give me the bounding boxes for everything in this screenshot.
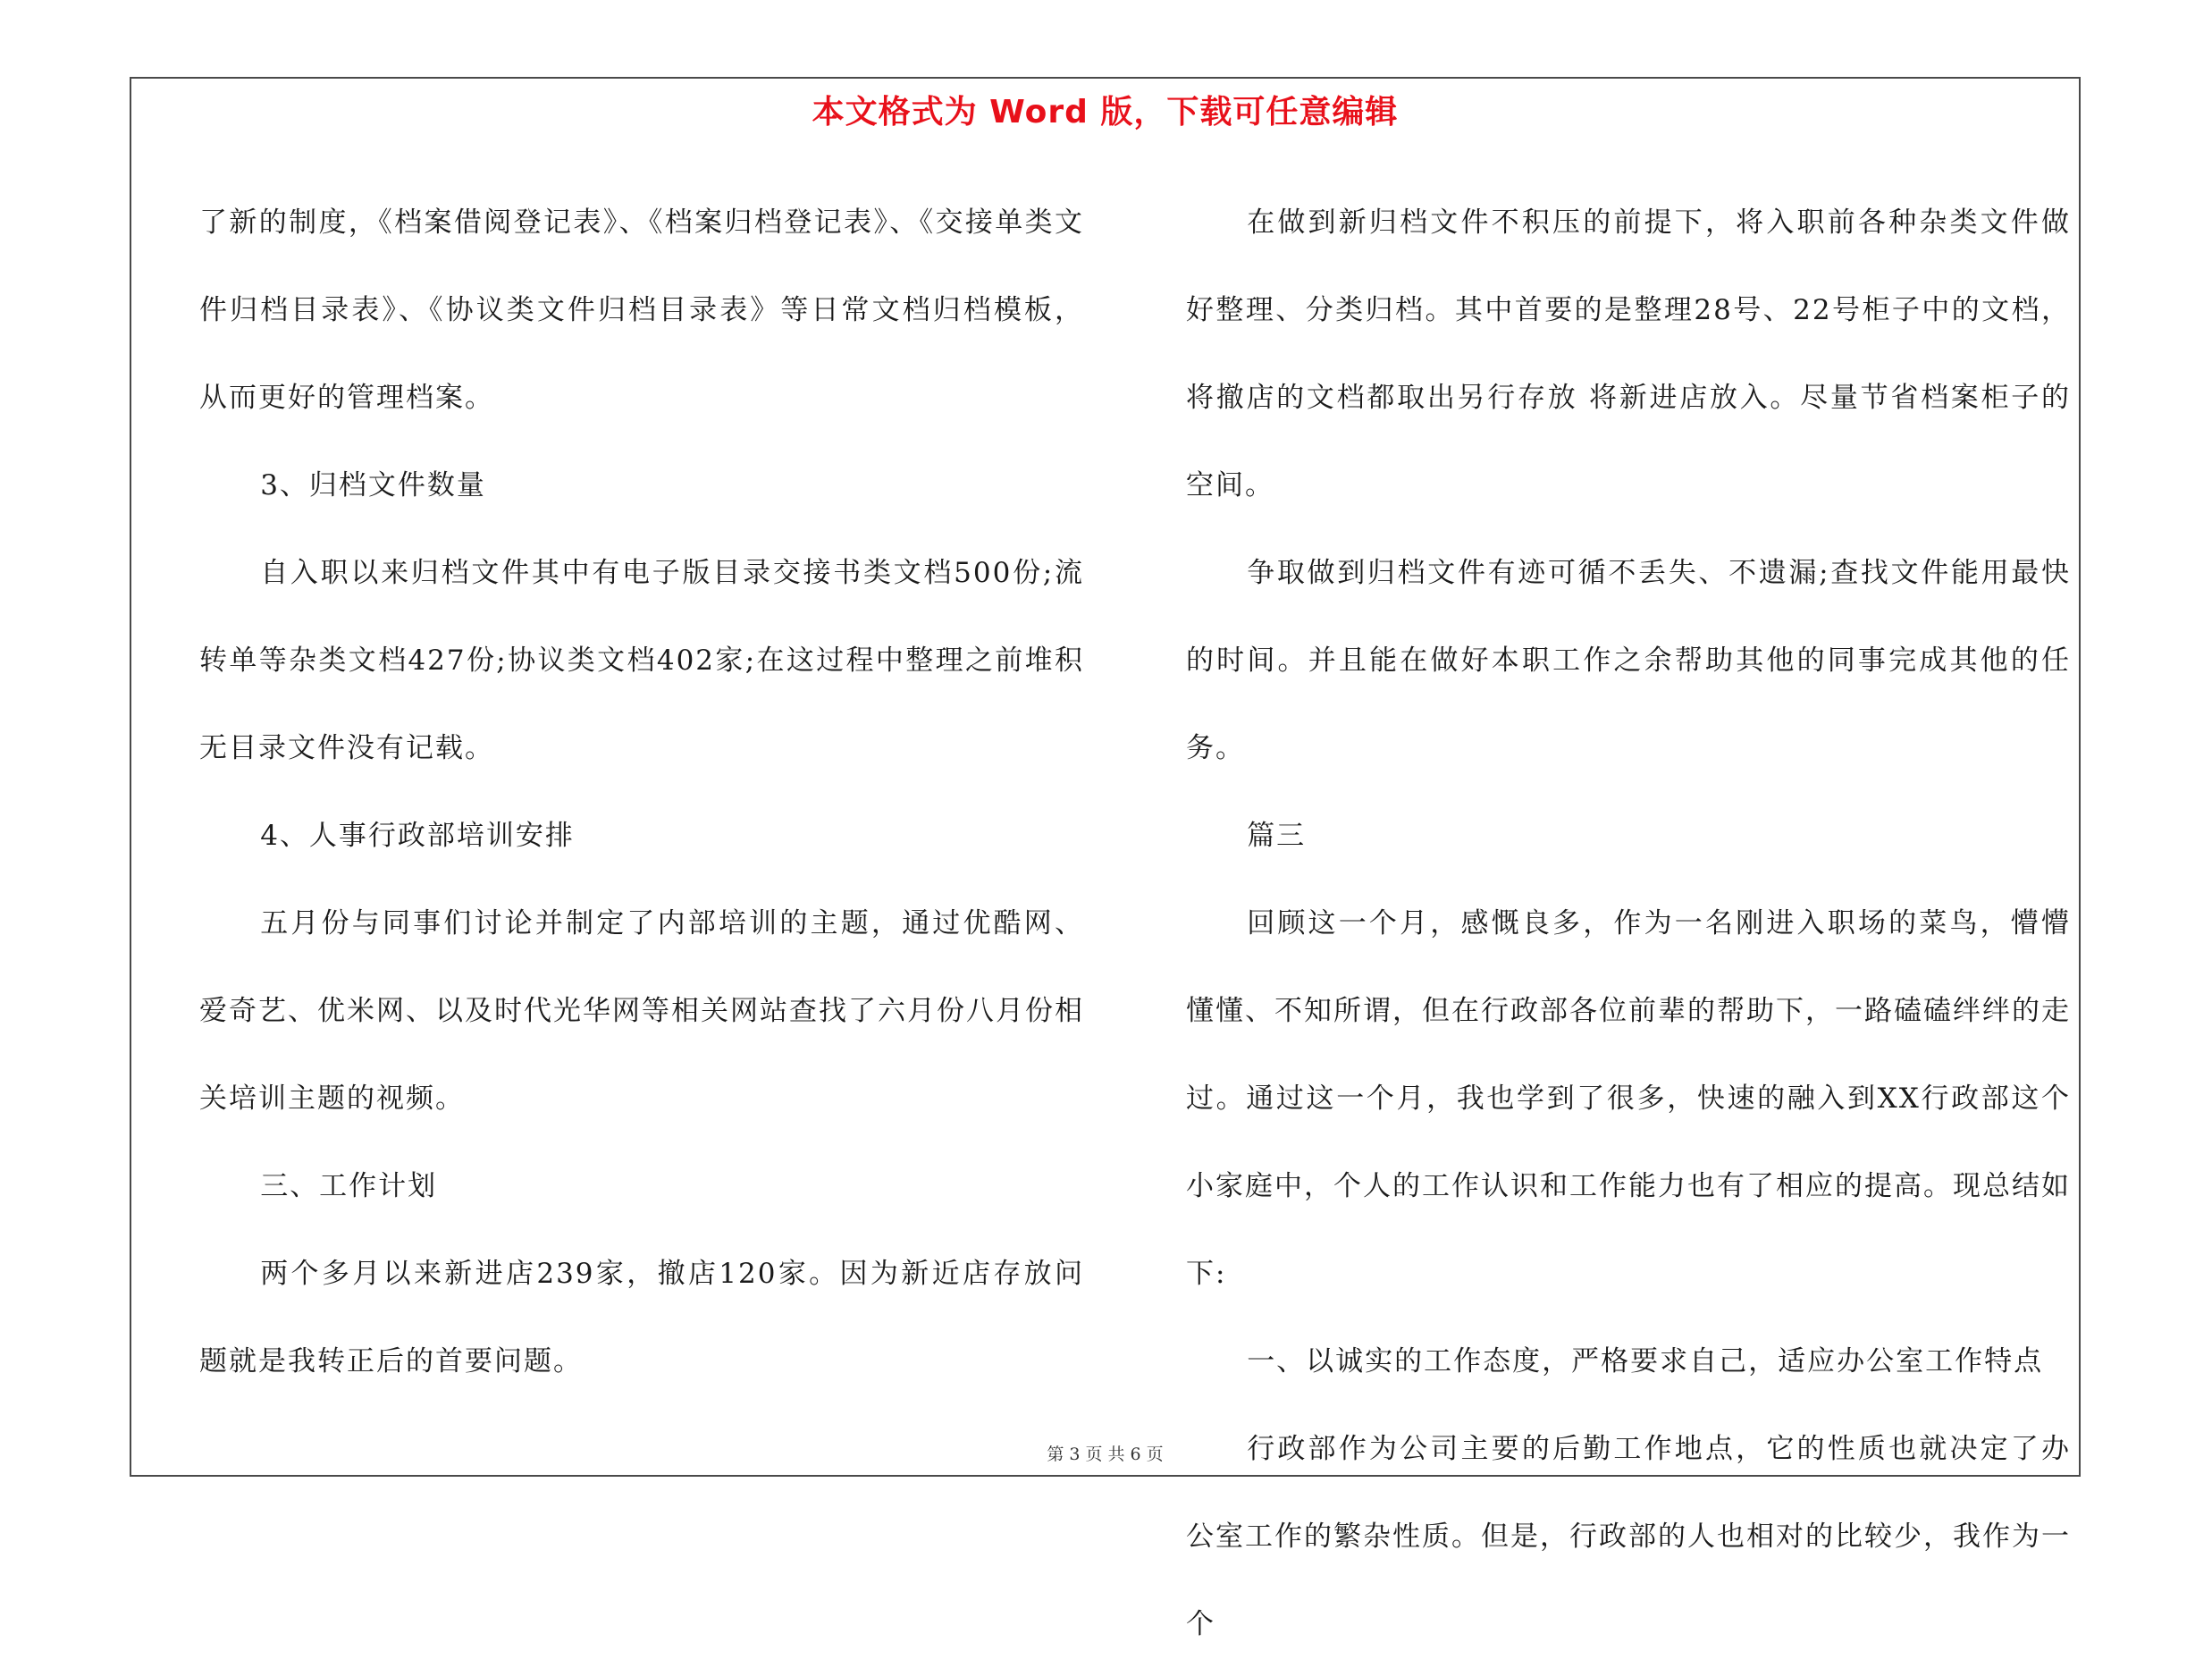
section-heading: 篇三 bbox=[1247, 820, 1307, 852]
body-paragraph: 行政部作为公司主要的后勤工作地点，它的性质也就决定了办公室工作的繁杂性质。但是，行政部的人也相对的比较少，我作为一个 bbox=[1186, 1433, 2071, 1640]
body-paragraph: 自入职以来归档文件其中有电子版目录交接书类文档500份;流转单等杂类文档427份;协议类文档402家;在这过程中整理之前堆积无目录文件没有记载。 bbox=[199, 557, 1084, 764]
section-heading: 一、以诚实的工作态度，严格要求自己，适应办公室工作特点 bbox=[1247, 1345, 2044, 1377]
body-paragraph: 争取做到归档文件有迹可循不丢失、不遗漏;查找文件能用最快的时间。并且能在做好本职工作之余帮助其他的同事完成其他的任务。 bbox=[1186, 557, 2071, 764]
body-paragraph: 五月份与同事们讨论并制定了内部培训的主题，通过优酷网、爱奇艺、优米网、以及时代光华网等相关网站查找了六月份八月份相关培训主题的视频。 bbox=[199, 907, 1084, 1115]
section-heading: 4、人事行政部培训安排 bbox=[260, 820, 575, 852]
section-heading: 3、归档文件数量 bbox=[260, 469, 486, 501]
body-paragraph: 了新的制度，《档案借阅登记表》、《档案归档登记表》、《交接单类文件归档目录表》、《协议类文件归档目录表》等日常文档归档模板，从而更好的管理档案。 bbox=[199, 206, 1084, 414]
format-notice-banner: 本文格式为 Word 版，下载可任意编辑 bbox=[812, 94, 1399, 131]
left-column bbox=[199, 179, 1084, 1405]
body-paragraph: 回顾这一个月，感慨良多，作为一名刚进入职场的菜鸟，懵懵懂懂、不知所谓，但在行政部各位前辈的帮助下，一路磕磕绊绊的走过。通过这一个月，我也学到了很多，快速的融入到XX行政部这个小家庭中，个人的工作认识和工作能力也有了相应的提高。现总结如下: bbox=[1186, 907, 2071, 1290]
page-number-footer: 第 3 页 共 6 页 bbox=[1047, 1445, 1164, 1464]
body-paragraph: 两个多月以来新进店239家，撤店120家。因为新近店存放问题就是我转正后的首要问题。 bbox=[199, 1258, 1084, 1377]
page-frame bbox=[130, 77, 2081, 1640]
body-paragraph: 在做到新归档文件不积压的前提下，将入职前各种杂类文件做好整理、分类归档。其中首要的是整理28号、22号柜子中的文档，将撤店的文档都取出另行存放 将新进店放入。尽量节省档案柜子的空间。 bbox=[1186, 206, 2071, 501]
section-heading: 三、工作计划 bbox=[260, 1170, 438, 1202]
